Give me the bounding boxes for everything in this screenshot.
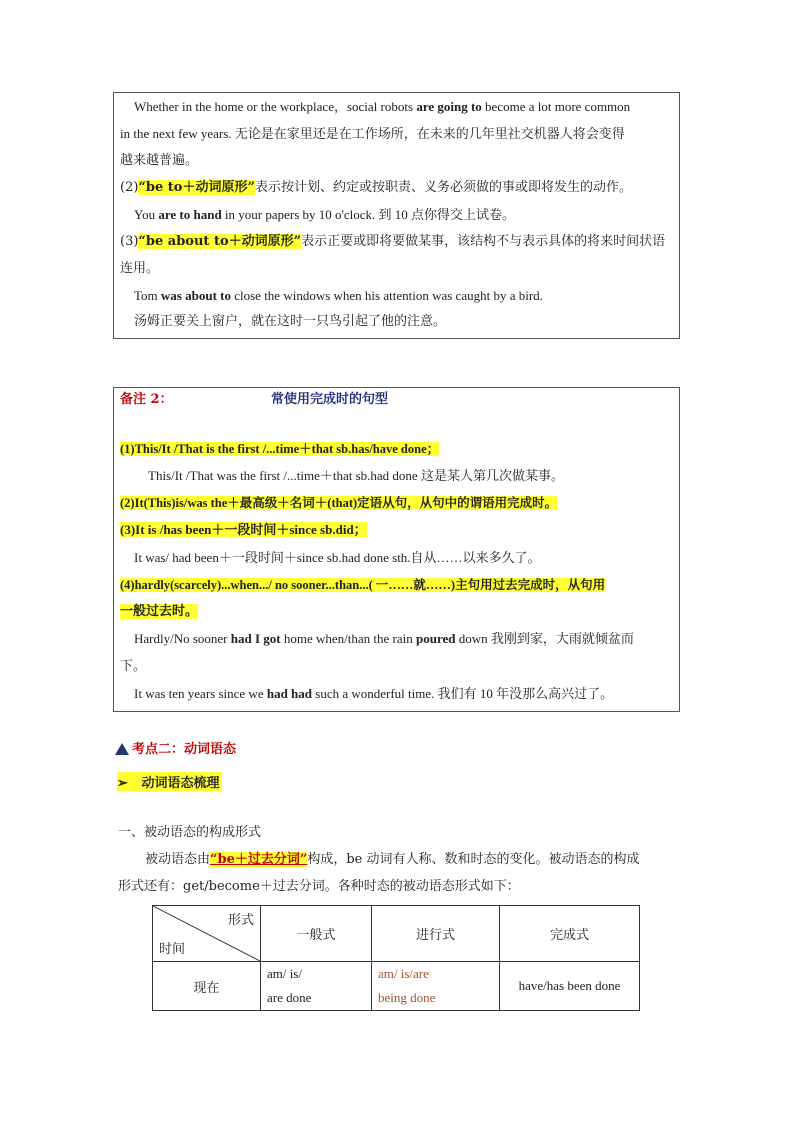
sub-heading: ➢ 动词语态梳理 [117, 772, 222, 791]
text-line: (2)“be to＋动词原形”表示按计划、约定或按职责、义务必须做的事或即将发生的动作。 [120, 180, 632, 195]
text-line: 越来越普遍。 [120, 153, 199, 168]
text-line: 连用。 [120, 261, 160, 276]
corner-bottom-label: 时间 [159, 942, 186, 957]
text-line: 汤姆正要关上窗户，就在这时一只鸟引起了他的注意。 [134, 314, 447, 329]
paragraph-line: 被动语态由“be＋过去分词”构成，be 动词有人称、数和时态的变化。被动语态的构成 [145, 852, 640, 867]
text-line: You are to hand in your papers by 10 o'clock. 到 10 点你得交上试卷。 [134, 207, 516, 222]
pattern-4-example: Hardly/No sooner had I got home when/than the rain poured down 我刚到家，大雨就倾盆而 [134, 631, 634, 646]
note-title: 常使用完成时的句型 [271, 392, 389, 407]
pattern-2: (2)It(This)is/was the＋最高级＋名词＋(that)定语从句，从句中的谓语用完成时。 [120, 496, 558, 510]
table-header: 一般式 [261, 906, 372, 962]
pattern-1: (1)This/It /That is the first /...time＋that sb.has/have done； [120, 442, 440, 456]
paragraph-line: 形式还有：get/become＋过去分词。各种时态的被动语态形式如下： [118, 879, 520, 894]
pattern-3-example: It was/ had been＋一段时间＋since sb.had done sth.自从……以来多久了。 [134, 550, 541, 565]
table-corner-cell [153, 906, 261, 962]
table-header: 进行式 [372, 906, 500, 962]
table-row-label: 现在 [153, 962, 261, 1011]
pattern-3: (3)It is /has been＋一段时间＋since sb.did； [120, 522, 367, 537]
note-label: 备注 2： [120, 392, 173, 407]
pattern-4-cont: 一般过去时。 [120, 604, 199, 619]
example-box-future [113, 92, 680, 339]
text-line: (3)“be about to＋动词原形”表示正要或即将要做某事，该结构不与表示具体的将来时间状语 [120, 234, 666, 249]
table-header: 完成式 [500, 906, 640, 962]
passive-voice-table [152, 905, 640, 1011]
table-cell: am/ is/ are done [261, 962, 372, 1011]
corner-top-label: 形式 [227, 913, 254, 928]
pattern-1-example: This/It /That was the first /...time＋that sb.had done 这是某人第几次做某事。 [148, 468, 564, 483]
table-cell: am/ is/are being done [372, 962, 500, 1011]
pattern-extra-example: It was ten years since we had had such a wonderful time. 我们有 10 年没那么高兴过了。 [134, 686, 614, 701]
section-heading-1: 一、被动语态的构成形式 [118, 825, 262, 840]
kaodian-heading: 考点二：动词语态 [115, 738, 236, 757]
text-line: Tom was about to close the windows when his attention was caught by a bird. [134, 288, 543, 303]
note-box-perfect-tense [113, 387, 680, 712]
triangle-icon [115, 743, 129, 755]
pattern-4-example-cont: 下。 [120, 659, 147, 674]
arrow-icon: ➢ [117, 776, 128, 791]
text-line: Whether in the home or the workplace，social robots are going to become a lot more common [134, 99, 631, 114]
table-cell: have/has been done [500, 962, 640, 1011]
pattern-4: (4)hardly(scarcely)...when.../ no sooner...than...( 一……就……)主句用过去完成时，从句用 [120, 578, 606, 592]
text-line: in the next few years. 无论是在家里还是在工作场所，在未来的几年里社交机器人将会变得 [120, 126, 625, 141]
